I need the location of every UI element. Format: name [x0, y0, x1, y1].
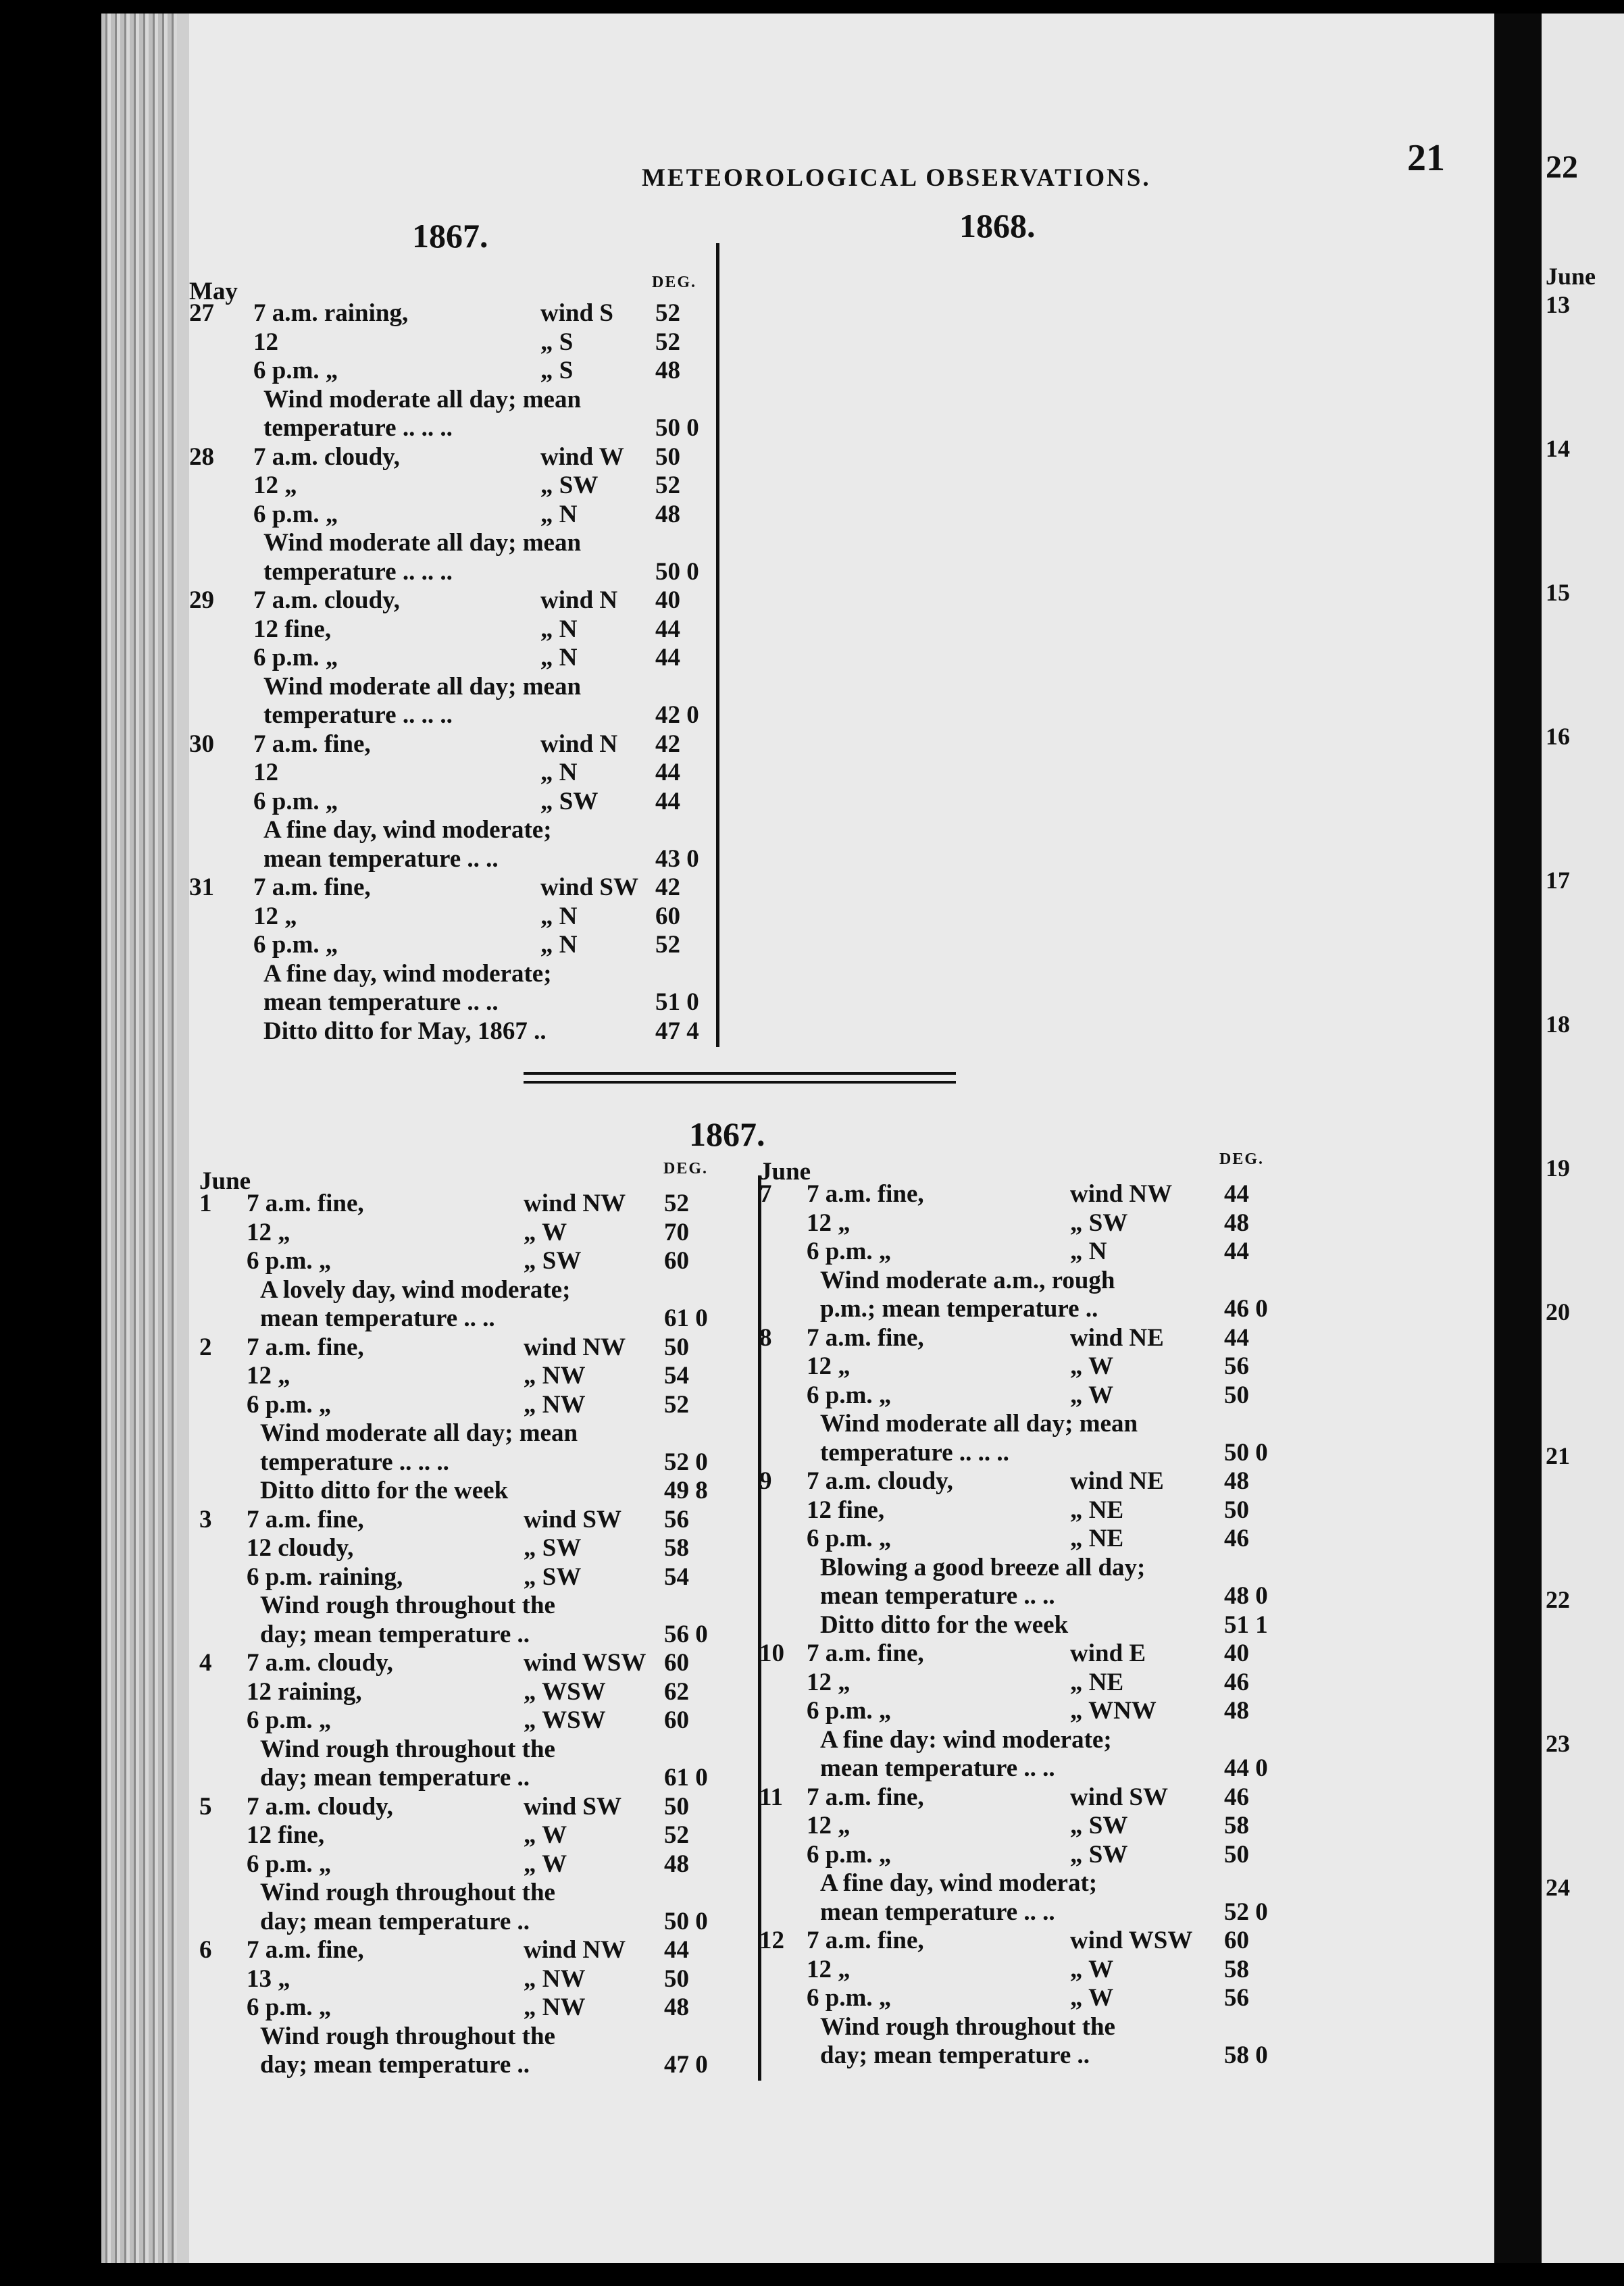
wind-direction: „ SW [540, 472, 599, 499]
observation-text: Ditto ditto for May, 1867 .. [263, 1017, 547, 1045]
temperature-value: 51 0 [655, 988, 699, 1016]
observation-text: 6 p.m. „ [807, 1984, 892, 2012]
year-heading-1867-june: 1867. [689, 1115, 765, 1153]
observation-text: Wind moderate all day; mean [263, 385, 582, 413]
observation-text: day; mean temperature .. [260, 2051, 530, 2079]
observation-text: 7 a.m. fine, [807, 1640, 924, 1667]
day-number: 29 [189, 586, 214, 614]
year-heading-1867: 1867. [412, 217, 488, 255]
temperature-value: 48 [1224, 1467, 1249, 1495]
wind-direction: wind E [1070, 1640, 1146, 1667]
observation-text: 7 a.m. fine, [807, 1323, 924, 1352]
observation-text: 6 p.m. „ [253, 787, 338, 815]
facing-day-number: 21 [1546, 1442, 1570, 1469]
temperature-value: 52 [664, 1190, 689, 1217]
temperature-value: 52 [664, 1821, 689, 1849]
temperature-value: 50 0 [655, 557, 699, 586]
observation-text: mean temperature .. .. [263, 988, 499, 1016]
temperature-value: 52 [655, 299, 680, 327]
observation-text: day; mean temperature .. [260, 1620, 530, 1648]
temperature-value: 48 [1224, 1209, 1249, 1237]
facing-page-number: 22 [1546, 149, 1578, 185]
temperature-value: 48 0 [1224, 1582, 1268, 1610]
observation-text: 7 a.m. fine, [807, 1783, 924, 1811]
facing-month: June [1546, 263, 1596, 290]
day-number: 8 [759, 1323, 772, 1352]
observation-text: day; mean temperature .. [260, 1764, 530, 1792]
observation-text: 7 a.m. raining, [253, 299, 409, 327]
wind-direction: „ W [1070, 1381, 1114, 1409]
temperature-value: 48 [655, 357, 680, 384]
observation-text: mean temperature .. .. [260, 1304, 495, 1332]
observation-text: 12 [253, 759, 278, 786]
temperature-value: 58 [664, 1534, 689, 1562]
observation-text: 6 p.m. „ [247, 1706, 332, 1734]
observation-text: A lovely day, wind moderate; [260, 1275, 571, 1304]
day-number: 31 [189, 873, 214, 901]
wind-direction: wind NW [524, 1936, 626, 1964]
wind-direction: „ N [540, 615, 578, 643]
page-number: 21 [1407, 137, 1445, 179]
observation-text: Wind rough throughout the [260, 2022, 555, 2050]
observation-text: 7 a.m. fine, [253, 873, 371, 901]
temperature-value: 58 [1224, 1955, 1249, 1983]
facing-day-number: 18 [1546, 1011, 1570, 1038]
temperature-value: 48 [655, 500, 680, 528]
temperature-value: 62 [664, 1677, 689, 1706]
temperature-value: 46 [1224, 1783, 1249, 1811]
wind-direction: wind NW [524, 1190, 626, 1217]
temperature-value: 52 [655, 472, 680, 499]
observation-text: Wind moderate all day; mean [263, 529, 582, 557]
observation-text: 7 a.m. fine, [807, 1927, 924, 1954]
temperature-value: 58 [1224, 1812, 1249, 1839]
observation-text: 12 cloudy, [247, 1534, 354, 1562]
observation-text: temperature .. .. .. [263, 414, 453, 442]
observation-text: Ditto ditto for the week [260, 1477, 509, 1504]
temperature-value: 46 [1224, 1525, 1249, 1552]
wind-direction: „ NW [524, 1993, 586, 2021]
facing-day-number: 19 [1546, 1154, 1570, 1182]
temperature-value: 44 [655, 787, 680, 815]
temperature-value: 50 0 [1224, 1438, 1268, 1467]
observation-text: temperature .. .. .. [263, 701, 453, 729]
observation-text: 6 p.m. „ [807, 1697, 892, 1725]
wind-direction: wind S [540, 299, 613, 327]
facing-day-number: 14 [1546, 435, 1570, 462]
page-edges [101, 14, 177, 2263]
observation-text: 7 a.m. cloudy, [807, 1467, 953, 1495]
temperature-value: 48 [1224, 1697, 1249, 1725]
temperature-value: 48 [664, 1850, 689, 1878]
facing-day-number: 20 [1546, 1298, 1570, 1325]
wind-direction: „ N [540, 644, 578, 671]
wind-direction: „ NW [524, 1964, 586, 1993]
observation-text: 6 p.m. „ [247, 1247, 332, 1275]
section-divider-lower [524, 1081, 956, 1084]
temperature-value: 40 [1224, 1640, 1249, 1667]
year-heading-1868: 1868. [959, 207, 1036, 245]
day-number: 4 [199, 1649, 212, 1677]
wind-direction: „ NW [524, 1390, 586, 1419]
day-number: 11 [759, 1783, 783, 1811]
observation-text: mean temperature .. .. [820, 1582, 1055, 1610]
deg-label-left: DEG. [663, 1160, 709, 1177]
observation-text: 6 p.m. „ [253, 500, 338, 528]
observation-text: p.m.; mean temperature .. [820, 1295, 1098, 1323]
temperature-value: 52 0 [1224, 1898, 1268, 1926]
wind-direction: wind SW [540, 873, 638, 901]
temperature-value: 52 [655, 931, 680, 959]
observation-text: 6 p.m. raining, [247, 1563, 403, 1591]
temperature-value: 60 [1224, 1927, 1249, 1954]
wind-direction: „ W [1070, 1352, 1114, 1380]
facing-day-number: 24 [1546, 1874, 1570, 1901]
wind-direction: „ SW [524, 1534, 582, 1562]
observation-text: Ditto ditto for the week [820, 1610, 1069, 1639]
temperature-value: 48 [664, 1993, 689, 2021]
observation-text: 12 „ [807, 1812, 851, 1839]
temperature-value: 47 0 [664, 2051, 708, 2079]
temperature-value: 42 0 [655, 701, 699, 729]
wind-direction: „ SW [1070, 1812, 1128, 1839]
wind-direction: „ SW [540, 787, 599, 815]
observation-text: 13 „ [247, 1964, 290, 1993]
wind-direction: „ SW [1070, 1209, 1128, 1237]
observation-text: temperature .. .. .. [260, 1448, 449, 1476]
temperature-value: 60 [655, 902, 680, 930]
observation-text: day; mean temperature .. [260, 1907, 530, 1935]
observation-text: temperature .. .. .. [820, 1438, 1009, 1467]
wind-direction: „ N [540, 759, 578, 786]
temperature-value: 61 0 [664, 1304, 708, 1332]
wind-direction: wind WSW [1070, 1927, 1193, 1954]
temperature-value: 56 0 [664, 1620, 708, 1648]
wind-direction: „ S [540, 328, 574, 356]
observation-text: 12 fine, [247, 1821, 325, 1849]
wind-direction: wind N [540, 730, 618, 758]
wind-direction: „ NW [524, 1362, 586, 1390]
temperature-value: 46 [1224, 1668, 1249, 1696]
day-number: 3 [199, 1505, 212, 1533]
observation-text: 12 „ [247, 1362, 290, 1390]
observation-text: 6 p.m. „ [807, 1238, 892, 1265]
temperature-value: 49 8 [664, 1477, 708, 1504]
wind-direction: wind NW [1070, 1180, 1173, 1208]
deg-label: DEG. [652, 274, 697, 291]
observation-text: 6 p.m. „ [807, 1381, 892, 1409]
wind-direction: „ S [540, 357, 574, 384]
temperature-value: 44 [1224, 1238, 1249, 1265]
temperature-value: 60 [664, 1649, 689, 1677]
observation-text: 7 a.m. cloudy, [247, 1792, 393, 1821]
wind-direction: wind NW [524, 1333, 626, 1361]
observation-text: temperature .. .. .. [263, 557, 453, 586]
wind-direction: wind SW [1070, 1783, 1168, 1811]
observation-text: A fine day, wind moderate; [263, 959, 552, 988]
observation-text: Blowing a good breeze all day; [820, 1553, 1146, 1581]
observation-text: 12 „ [253, 902, 297, 930]
facing-day-number: 13 [1546, 291, 1570, 318]
column-rule [716, 243, 719, 1047]
temperature-value: 56 [664, 1505, 689, 1533]
observation-text: 7 a.m. fine, [247, 1936, 364, 1964]
temperature-value: 44 [664, 1936, 689, 1964]
observation-text: 12 [253, 328, 278, 356]
wind-direction: „ N [540, 902, 578, 930]
observation-text: Wind moderate a.m., rough [820, 1266, 1115, 1294]
temperature-value: 60 [664, 1247, 689, 1275]
observation-text: A fine day: wind moderate; [820, 1725, 1112, 1754]
temperature-value: 46 0 [1224, 1295, 1268, 1323]
wind-direction: wind SW [524, 1792, 621, 1821]
observation-text: Wind moderate all day; mean [263, 672, 582, 701]
temperature-value: 56 [1224, 1984, 1249, 2012]
temperature-value: 60 [664, 1706, 689, 1734]
wind-direction: „ NE [1070, 1668, 1124, 1696]
deg-label-right: DEG. [1219, 1150, 1265, 1168]
temperature-value: 70 [664, 1218, 689, 1246]
wind-direction: „ SW [524, 1563, 582, 1591]
temperature-value: 54 [664, 1563, 689, 1591]
temperature-value: 43 0 [655, 844, 699, 873]
wind-direction: „ N [540, 931, 578, 959]
observation-text: 6 p.m. „ [247, 1390, 332, 1419]
facing-day-number: 16 [1546, 723, 1570, 750]
observation-text: 7 a.m. fine, [247, 1333, 364, 1361]
temperature-value: 58 0 [1224, 2041, 1268, 2069]
observation-text: 6 p.m. „ [807, 1525, 892, 1552]
temperature-value: 54 [664, 1362, 689, 1390]
book-page [177, 14, 1494, 2263]
facing-day-number: 17 [1546, 867, 1570, 894]
wind-direction: „ W [524, 1821, 567, 1849]
wind-direction: „ NE [1070, 1525, 1124, 1552]
observation-text: 12 „ [807, 1668, 851, 1696]
observation-text: Wind rough throughout the [820, 2012, 1115, 2041]
day-number: 12 [759, 1927, 784, 1954]
facing-day-number: 15 [1546, 579, 1570, 606]
temperature-value: 50 [664, 1333, 689, 1361]
temperature-value: 50 0 [664, 1907, 708, 1935]
day-number: 9 [759, 1467, 772, 1495]
facing-day-number: 23 [1546, 1730, 1570, 1757]
temperature-value: 50 [1224, 1496, 1249, 1524]
observation-text: 7 a.m. cloudy, [253, 586, 400, 614]
temperature-value: 52 [655, 328, 680, 356]
temperature-value: 44 [1224, 1323, 1249, 1352]
day-number: 5 [199, 1792, 212, 1821]
observation-text: 7 a.m. cloudy, [247, 1649, 393, 1677]
temperature-value: 44 0 [1224, 1754, 1268, 1782]
observation-text: 12 raining, [247, 1677, 362, 1706]
temperature-value: 52 0 [664, 1448, 708, 1476]
day-number: 6 [199, 1936, 212, 1964]
temperature-value: 47 4 [655, 1017, 699, 1045]
wind-direction: „ SW [1070, 1840, 1128, 1869]
observation-text: 6 p.m. „ [253, 644, 338, 671]
wind-direction: „ N [540, 500, 578, 528]
month-label-june-right: June [759, 1158, 811, 1186]
day-number: 28 [189, 442, 214, 471]
temperature-value: 50 [1224, 1381, 1249, 1409]
wind-direction: „ W [524, 1218, 567, 1246]
wind-direction: wind W [540, 442, 624, 471]
observation-text: day; mean temperature .. [820, 2041, 1090, 2069]
day-number: 7 [759, 1180, 772, 1208]
temperature-value: 44 [1224, 1180, 1249, 1208]
temperature-value: 44 [655, 615, 680, 643]
wind-direction: „ W [524, 1850, 567, 1878]
observation-text: 7 a.m. cloudy, [253, 442, 400, 471]
temperature-value: 50 [664, 1792, 689, 1821]
wind-direction: wind NE [1070, 1323, 1164, 1352]
month-label-may: May [189, 278, 238, 305]
temperature-value: 50 [655, 442, 680, 471]
wind-direction: „ N [1070, 1238, 1107, 1265]
section-divider [524, 1072, 956, 1075]
wind-direction: „ WSW [524, 1706, 606, 1734]
running-head: METEOROLOGICAL OBSERVATIONS. [642, 164, 1151, 192]
observation-text: 12 fine, [253, 615, 332, 643]
observation-text: 12 „ [253, 472, 297, 499]
day-number: 30 [189, 730, 214, 758]
wind-direction: „ W [1070, 1984, 1114, 2012]
observation-text: 12 „ [807, 1209, 851, 1237]
observation-text: 7 a.m. fine, [247, 1190, 364, 1217]
observation-text: Wind moderate all day; mean [260, 1419, 578, 1447]
observation-text: 12 „ [247, 1218, 290, 1246]
observation-text: 12 „ [807, 1955, 851, 1983]
temperature-value: 61 0 [664, 1764, 708, 1792]
observation-text: 7 a.m. fine, [247, 1505, 364, 1533]
wind-direction: wind WSW [524, 1649, 646, 1677]
observation-text: 6 p.m. „ [253, 357, 338, 384]
observation-text: 6 p.m. „ [247, 1993, 332, 2021]
wind-direction: „ WNW [1070, 1697, 1157, 1725]
temperature-value: 50 [664, 1964, 689, 1993]
observation-text: Wind moderate all day; mean [820, 1410, 1138, 1438]
day-number: 27 [189, 299, 214, 327]
observation-text: 12 „ [807, 1352, 851, 1380]
temperature-value: 51 1 [1224, 1610, 1268, 1639]
temperature-value: 52 [664, 1390, 689, 1419]
day-number: 2 [199, 1333, 212, 1361]
observation-text: Wind rough throughout the [260, 1879, 555, 1906]
facing-day-number: 22 [1546, 1586, 1570, 1613]
wind-direction: wind SW [524, 1505, 621, 1533]
observation-text: A fine day, wind moderat; [820, 1869, 1098, 1897]
book-gutter [1494, 14, 1542, 2263]
temperature-value: 50 0 [655, 414, 699, 442]
wind-direction: „ W [1070, 1955, 1114, 1983]
temperature-value: 42 [655, 873, 680, 901]
temperature-value: 40 [655, 586, 680, 614]
observation-text: 6 p.m. „ [253, 931, 338, 959]
facing-page [1542, 14, 1624, 2263]
observation-text: Wind rough throughout the [260, 1735, 555, 1763]
observation-text: 6 p.m. „ [247, 1850, 332, 1878]
wind-direction: wind NE [1070, 1467, 1164, 1495]
observation-text: 7 a.m. fine, [253, 730, 371, 758]
wind-direction: „ WSW [524, 1677, 606, 1706]
observation-text: mean temperature .. .. [820, 1898, 1055, 1926]
temperature-value: 50 [1224, 1840, 1249, 1869]
temperature-value: 44 [655, 759, 680, 786]
temperature-value: 42 [655, 730, 680, 758]
wind-direction: „ NE [1070, 1496, 1124, 1524]
observation-text: A fine day, wind moderate; [263, 816, 552, 844]
observation-text: mean temperature .. .. [820, 1754, 1055, 1782]
day-number: 10 [759, 1640, 784, 1667]
month-label-june-left: June [199, 1167, 251, 1195]
observation-text: Wind rough throughout the [260, 1592, 555, 1619]
observation-text: 6 p.m. „ [807, 1840, 892, 1869]
observation-text: 7 a.m. fine, [807, 1180, 924, 1208]
temperature-value: 56 [1224, 1352, 1249, 1380]
observation-text: 12 fine, [807, 1496, 885, 1524]
day-number: 1 [199, 1190, 212, 1217]
temperature-value: 44 [655, 644, 680, 671]
wind-direction: „ SW [524, 1247, 582, 1275]
wind-direction: wind N [540, 586, 618, 614]
observation-text: mean temperature .. .. [263, 844, 499, 873]
